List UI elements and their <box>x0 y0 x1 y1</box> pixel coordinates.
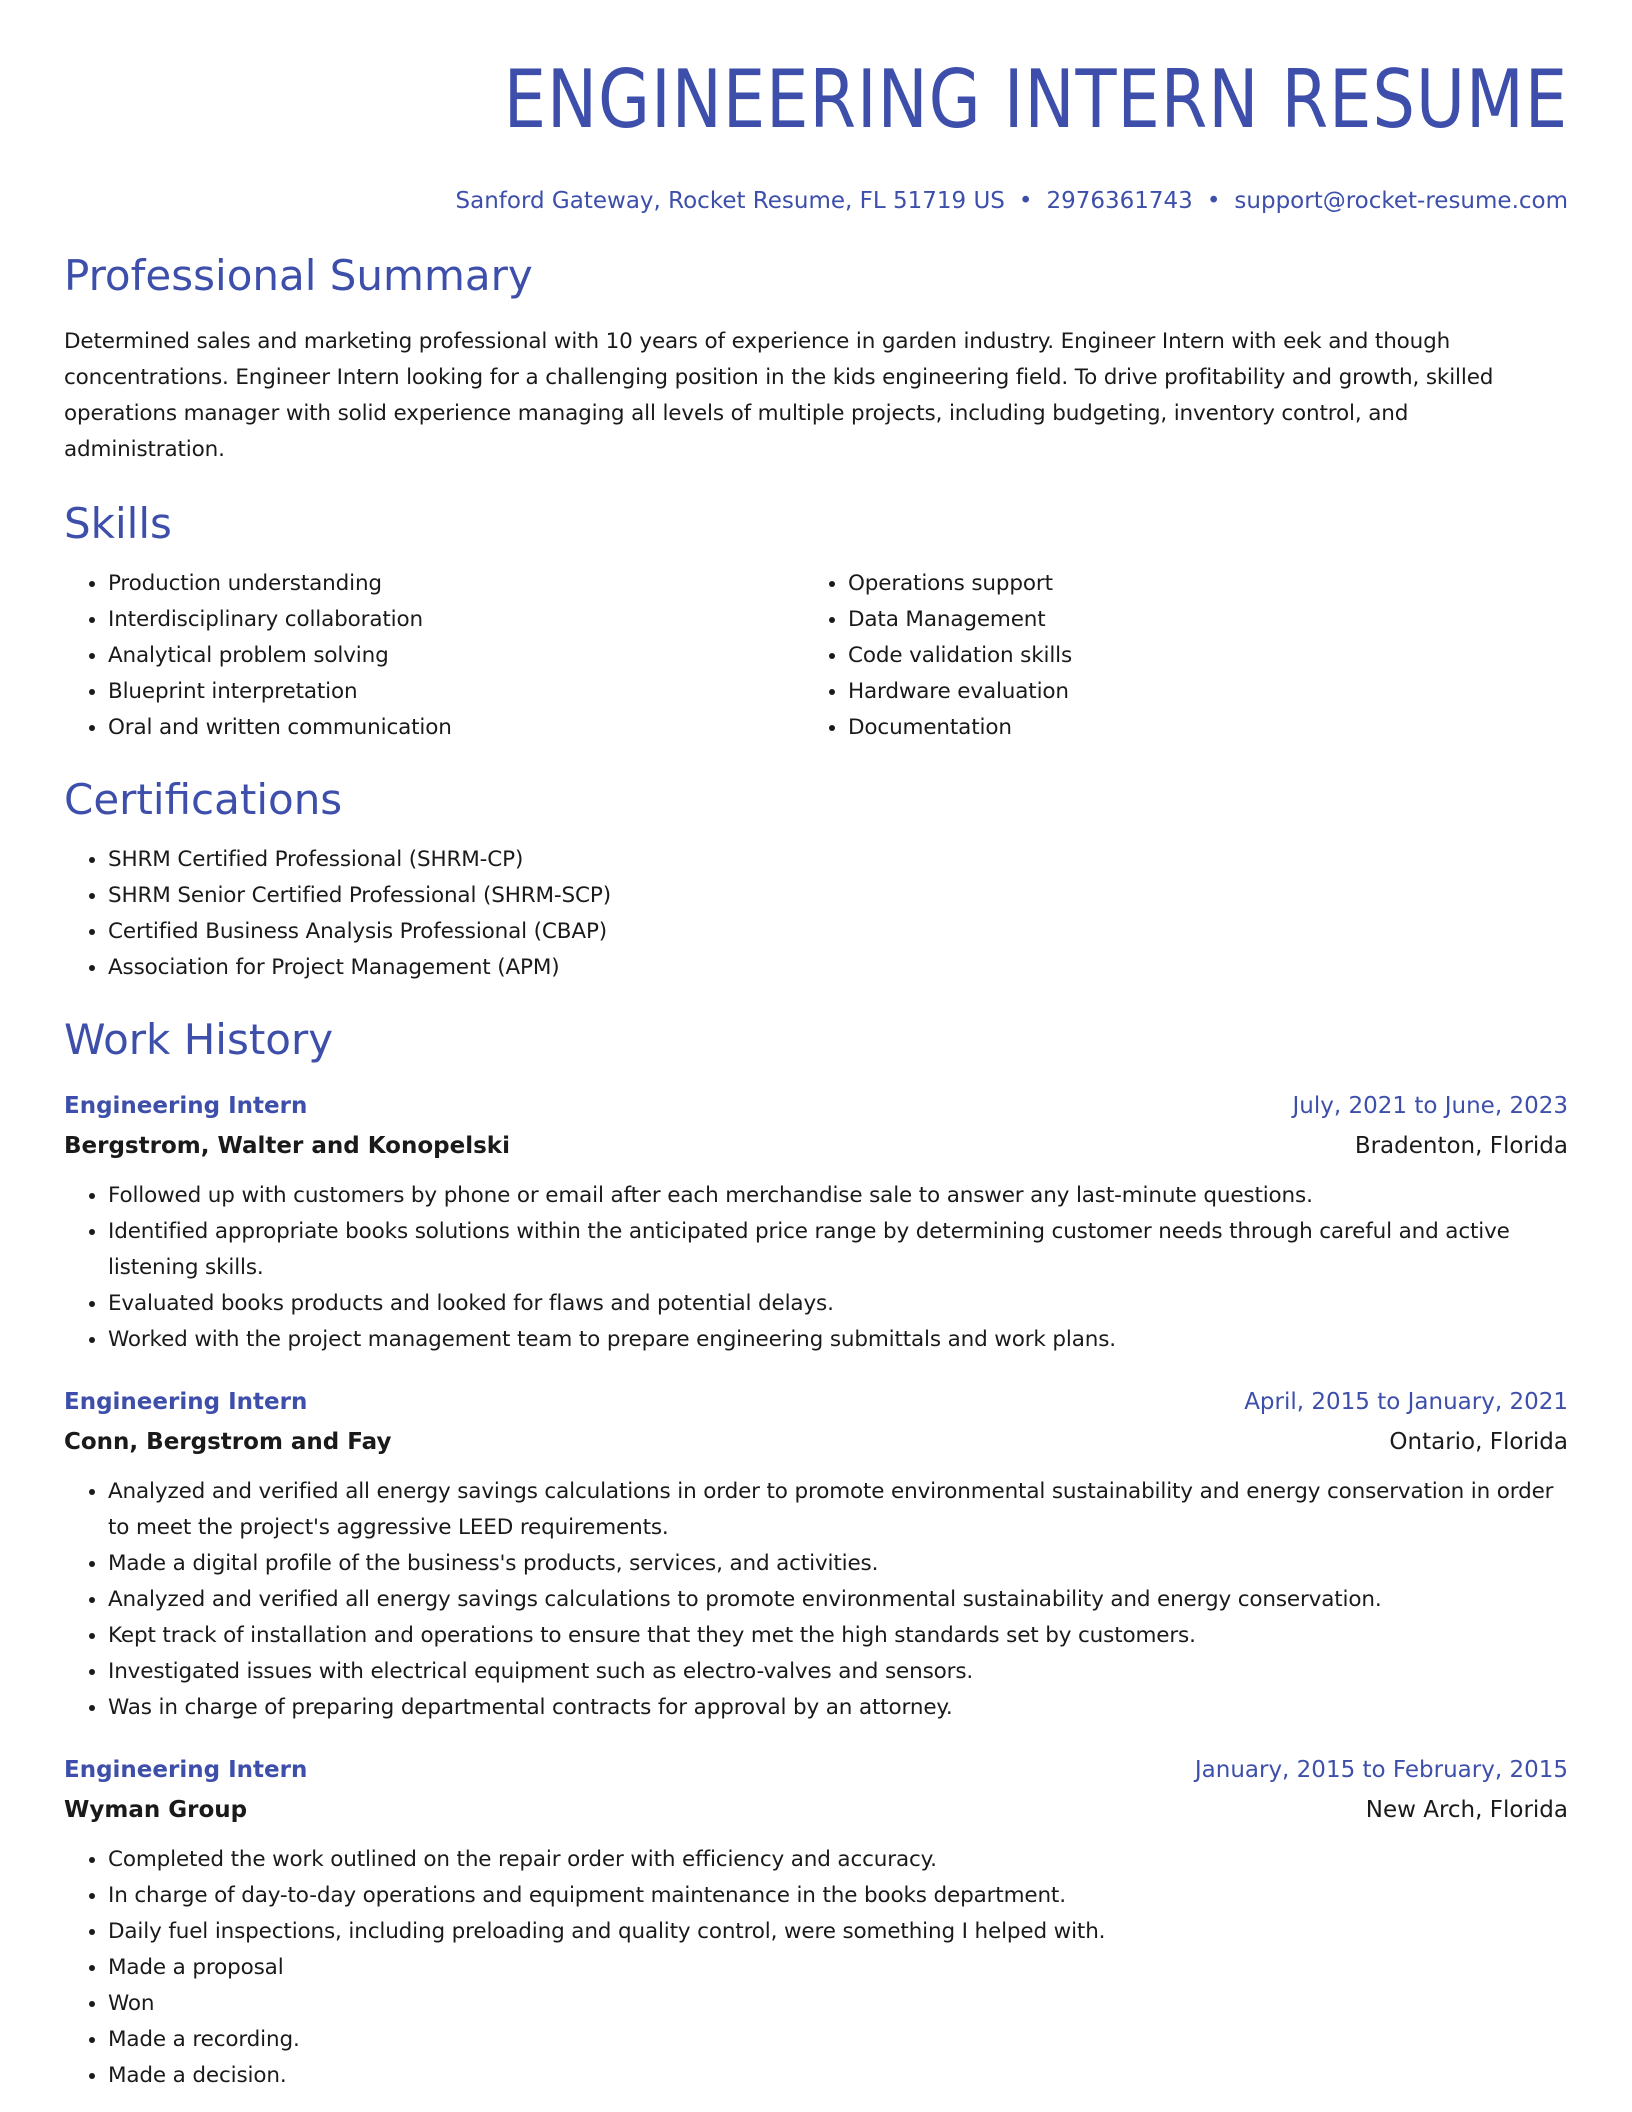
job-bullet: • Followed up with customers by phone or email after each merchandise sale to answer any last-minute questions. <box>108 1178 1568 1214</box>
job-title: Engineering Intern <box>64 1093 308 1119</box>
job-entry <box>64 1086 1568 1358</box>
job-location: Ontario, Florida <box>1389 1429 1568 1455</box>
skill-item: • Oral and written communication <box>108 710 804 746</box>
job-entry <box>64 1750 1568 2094</box>
job-bullet: • Daily fuel inspections, including preloading and quality control, were something I helped with. <box>108 1914 1568 1950</box>
resume-title: ENGINEERING INTERN RESUME <box>503 53 1568 146</box>
contact-line <box>64 186 1568 216</box>
skill-item: • Blueprint interpretation <box>108 674 804 710</box>
job-company: Conn, Bergstrom and Fay <box>64 1429 392 1455</box>
job-header-row <box>64 1750 1568 1790</box>
certifications-heading: Certifications <box>64 775 343 824</box>
job-bullet: • Analyzed and verified all energy savings calculations in order to promote environmental sustainability and energy conservation in order to meet the project's aggressive LEED requirements. <box>108 1474 1568 1546</box>
summary-heading: Professional Summary <box>64 251 533 300</box>
job-bullets <box>64 1842 1568 2094</box>
work-history-section <box>64 1016 1568 2094</box>
job-employer-row <box>64 1422 1568 1462</box>
resume-header <box>64 53 1568 216</box>
job-bullet: • Made a digital profile of the business's products, services, and activities. <box>108 1546 1568 1582</box>
job-location: Bradenton, Florida <box>1354 1133 1568 1159</box>
job-bullet: • Kept track of installation and operations to ensure that they met the high standards set by customers. <box>108 1618 1568 1654</box>
job-dates: January, 2015 to February, 2015 <box>1194 1757 1568 1783</box>
job-bullet: • Completed the work outlined on the repair order with efficiency and accuracy. <box>108 1842 1568 1878</box>
skill-item: • Hardware evaluation <box>848 674 1544 710</box>
skill-item: • Code validation skills <box>848 638 1544 674</box>
job-header-row <box>64 1086 1568 1126</box>
job-bullet: • Made a proposal <box>108 1950 1568 1986</box>
job-entry <box>64 1382 1568 1726</box>
skills-section <box>64 500 1568 746</box>
contact-address: Sanford Gateway, Rocket Resume, FL 51719 US <box>455 188 1005 214</box>
job-bullet: • Worked with the project management team to prepare engineering submittals and work plans. <box>108 1322 1568 1358</box>
job-header-row <box>64 1382 1568 1422</box>
certification-item: • Certified Business Analysis Professional (CBAP) <box>108 914 1568 950</box>
job-dates: July, 2021 to June, 2023 <box>1292 1093 1568 1119</box>
job-company: Bergstrom, Walter and Konopelski <box>64 1133 510 1159</box>
job-bullet: • Analyzed and verified all energy savings calculations to promote environmental sustainability and energy conservation. <box>108 1582 1568 1618</box>
job-title: Engineering Intern <box>64 1389 308 1415</box>
job-employer-row <box>64 1790 1568 1830</box>
job-company: Wyman Group <box>64 1797 248 1823</box>
certifications-section <box>64 776 1568 986</box>
skills-heading: Skills <box>64 499 172 548</box>
job-bullet: • Won <box>108 1986 1568 2022</box>
job-bullet: • In charge of day-to-day operations and equipment maintenance in the books department. <box>108 1878 1568 1914</box>
certification-item: • Association for Project Management (APM) <box>108 950 1568 986</box>
skills-list-left <box>64 566 804 746</box>
skill-item: • Data Management <box>848 602 1544 638</box>
skills-grid <box>64 566 1568 746</box>
job-bullets <box>64 1178 1568 1358</box>
job-location: New Arch, Florida <box>1365 1797 1568 1823</box>
contact-email: support@rocket-resume.com <box>1234 188 1568 214</box>
job-bullet: • Identified appropriate books solutions within the anticipated price range by determining customer needs through careful and active listening skills. <box>108 1214 1568 1286</box>
contact-separator: • <box>1206 188 1221 214</box>
skill-item: • Documentation <box>848 710 1544 746</box>
skills-column-right <box>804 566 1544 746</box>
job-bullet: • Evaluated books products and looked for flaws and potential delays. <box>108 1286 1568 1322</box>
certifications-list <box>64 842 1568 986</box>
skill-item: • Operations support <box>848 566 1544 602</box>
job-employer-row <box>64 1126 1568 1166</box>
job-bullet: • Investigated issues with electrical equipment such as electro-valves and sensors. <box>108 1654 1568 1690</box>
certification-item: • SHRM Certified Professional (SHRM-CP) <box>108 842 1568 878</box>
job-dates: April, 2015 to January, 2021 <box>1244 1389 1568 1415</box>
skill-item: • Interdisciplinary collaboration <box>108 602 804 638</box>
summary-section <box>64 252 1568 468</box>
job-bullets <box>64 1474 1568 1726</box>
contact-separator: • <box>1018 188 1033 214</box>
skills-list-right <box>804 566 1544 746</box>
skill-item: • Analytical problem solving <box>108 638 804 674</box>
job-title: Engineering Intern <box>64 1757 308 1783</box>
skills-column-left <box>64 566 804 746</box>
job-bullet: • Made a recording. <box>108 2022 1568 2058</box>
contact-phone: 2976361743 <box>1046 188 1193 214</box>
summary-text: Determined sales and marketing professional with 10 years of experience in garden industry. Engineer Intern with eek and though concentrations. Engineer Intern looking for a challenging position in the kids engineering field. To drive profitability and growth, skilled operations manager with solid experience managing all levels of multiple projects, including budgeting, inventory control, and administration. <box>64 329 1494 462</box>
job-bullet: • Was in charge of preparing departmental contracts for approval by an attorney. <box>108 1690 1568 1726</box>
certification-item: • SHRM Senior Certified Professional (SHRM-SCP) <box>108 878 1568 914</box>
job-bullet: • Made a decision. <box>108 2058 1568 2094</box>
work-history-heading: Work History <box>64 1015 334 1064</box>
skill-item: • Production understanding <box>108 566 804 602</box>
